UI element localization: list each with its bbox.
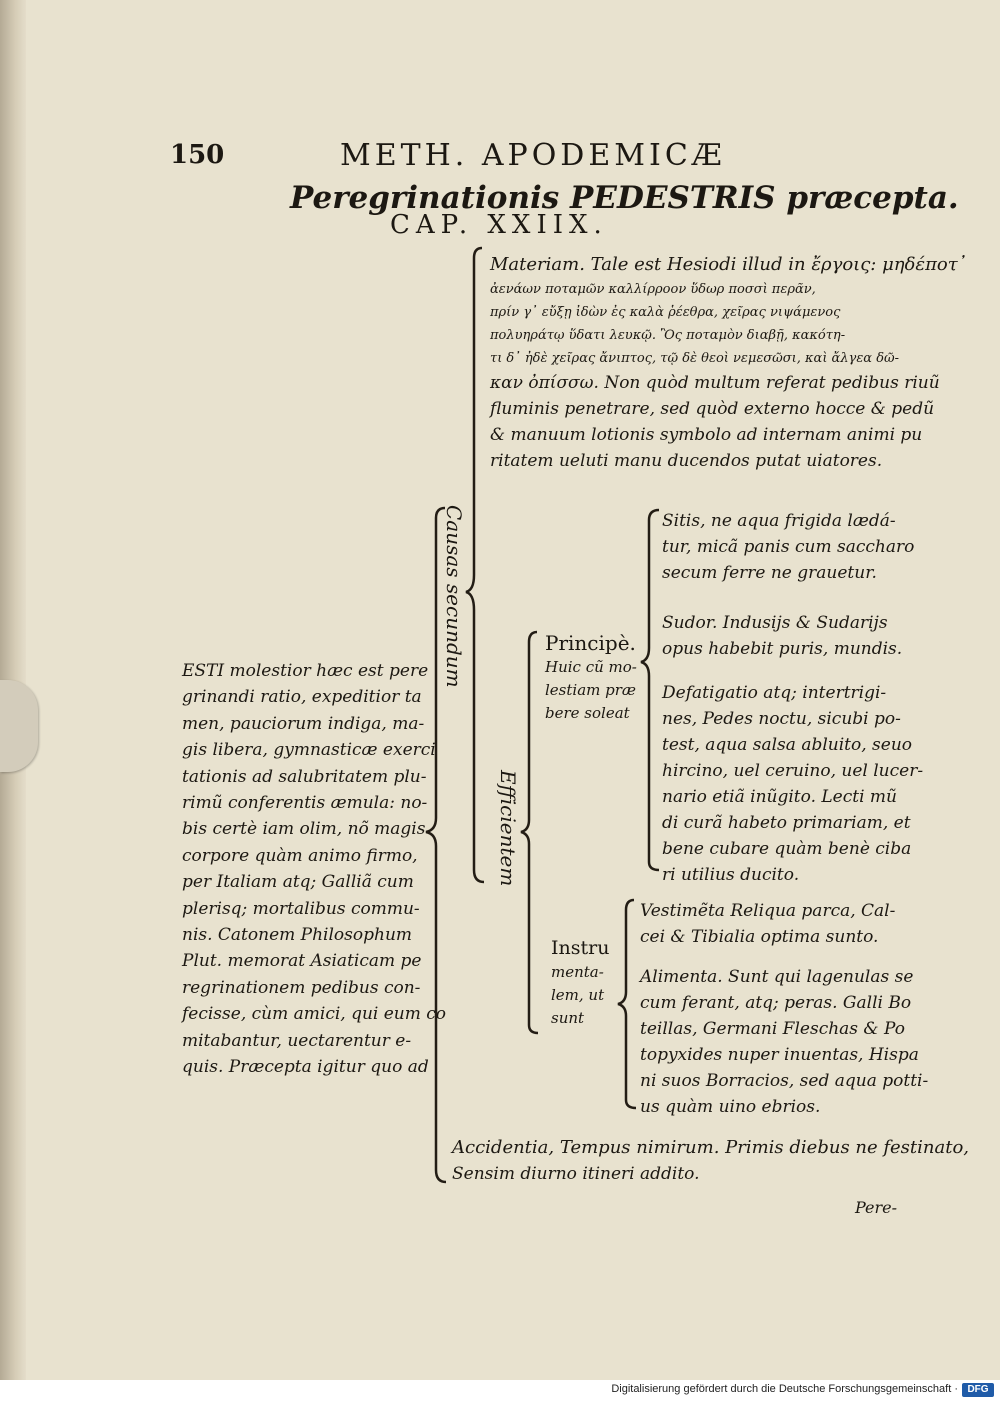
text-line: Sensim diurno itineri addito. [452, 1164, 700, 1184]
label-principe [545, 630, 637, 725]
text-line: Vestimẽta Reliqua parca, Cal- [640, 901, 896, 921]
text-line: Huic cũ mo- [545, 658, 637, 676]
text-line: mitabantur, uectarentur e- [182, 1030, 412, 1051]
text-line: topyxides nuper inuentas, Hispa [640, 1045, 919, 1065]
text-line: πολυηράτῳ ὕδατι λευκῷ. Ὃς ποταμὸν διαβῇ, κακότη- [490, 328, 846, 343]
brace-causas [466, 248, 484, 882]
text-line: grinandi ratio, expeditior ta [182, 687, 422, 708]
text-line: Instru [551, 937, 610, 959]
block-defatigatio [662, 680, 923, 888]
text-line: Alimenta. Sunt qui lagenulas se [640, 967, 914, 987]
text-line: ἀενάων ποταμῶν καλλίρροον ὕδωρ ποσσὶ περᾶν, [490, 282, 816, 297]
label-instrumentalem [551, 935, 609, 1030]
text-line: nes, Pedes noctu, sicubi po- [662, 709, 901, 729]
text-line: Materiam. Tale est Hesiodi illud in ἔργοις: μηδέποτ᾽ [490, 254, 967, 275]
text-line: & manuum lotionis symbolo ad internam animi pu [490, 425, 923, 445]
text-line: sunt [551, 1009, 585, 1027]
text-line: menta- [551, 963, 604, 981]
brace-instru [618, 900, 636, 1108]
dfg-logo-icon: DFG [962, 1383, 994, 1397]
text-line: rimũ conferentis æmula: no- [182, 793, 428, 814]
label-causas: Causas secundum [442, 505, 466, 688]
chapter-title: Peregrinationis PEDESTRIS præcepta. [290, 180, 959, 216]
text-line: hircino, uel ceruino, uel lucer- [662, 761, 924, 781]
text-line: bere soleat [545, 704, 630, 722]
text-line: πρίν γ᾽ εὔξῃ ἰδὼν ἐς καλὰ ῥέεθρα, χεῖρας νιψάμενος [490, 305, 841, 320]
block-sitis [662, 508, 914, 586]
text-line: cum ferant, atq; peras. Galli Bo [640, 993, 912, 1013]
text-line: fluminis penetrare, sed quòd externo hocce & pedũ [490, 399, 935, 419]
text-line: Accidentia, Tempus nimirum. Primis diebus ne festinato, [452, 1137, 970, 1158]
digitization-footer [0, 1380, 1000, 1402]
text-line: καν ὀπίσσω. Non quòd multum referat pedibus riuũ [490, 373, 940, 393]
text-line: tationis ad salubritatem plu- [182, 766, 427, 787]
text-line: secum ferre ne grauetur. [662, 563, 877, 583]
text-line: di curã habeto primariam, et [662, 813, 911, 833]
text-line: test, aqua salsa abluito, seuo [662, 735, 913, 755]
block-vestimenta [640, 898, 895, 950]
block-accidentia [452, 1135, 969, 1187]
block-sudor [662, 610, 902, 662]
text-line: bene cubare quàm benè ciba [662, 839, 912, 859]
text-line: Defatigatio atq; intertrigi- [662, 683, 887, 703]
text-line: men, pauciorum indiga, ma- [182, 713, 425, 734]
text-line: teillas, Germani Fleschas & Po [640, 1019, 905, 1039]
text-line: opus habebit puris, mundis. [662, 639, 903, 659]
block-alimenta [640, 964, 928, 1120]
text-line: cei & Tibialia optima sunto. [640, 927, 879, 947]
block-materiam [490, 252, 967, 474]
text-line: us quàm uino ebrios. [640, 1097, 821, 1117]
text-line: Principè. [545, 631, 636, 655]
text-line: ni suos Borracios, sed aqua potti- [640, 1071, 929, 1091]
text-line: Sitis, ne aqua frigida lædá- [662, 511, 896, 531]
text-line: quis. Præcepta igitur quo ad [182, 1057, 429, 1078]
label-efficientem: Efficientem [496, 770, 520, 887]
text-line: gis libera, gymnasticæ exerci [182, 740, 436, 761]
chapter-number: CAP. XXIIX. [390, 210, 608, 240]
text-line: corpore quàm animo firmo, [182, 845, 418, 866]
catchword: Pere- [855, 1198, 898, 1217]
text-line: bis certè iam olim, nõ magis [182, 819, 426, 840]
text-line: tur, micã panis cum saccharo [662, 537, 915, 557]
text-line: ESTI molestior hæc est pere [182, 661, 429, 681]
text-line: plerisq; mortalibus commu- [182, 898, 420, 919]
page-number: 150 [170, 140, 225, 170]
main-paragraph [182, 658, 446, 1081]
text-line: regrinationem pedibus con- [182, 977, 421, 998]
funding-credit: Digitalisierung gefördert durch die Deutsche Forschungsgemeinschaft · [611, 1383, 958, 1395]
text-line: per Italiam atq; Galliã cum [182, 872, 414, 893]
text-line: ri utilius ducito. [662, 865, 800, 885]
text-line: nis. Catonem Philosophum [182, 925, 413, 946]
text-line: τι δ᾽ ἠδὲ χεῖρας ἄνιπτος, τῷ δὲ θεοὶ νεμεσῶσι, καὶ ἄλγεα δῶ- [490, 351, 900, 366]
text-line: Sudor. Indusijs & Sudarijs [662, 613, 888, 633]
text-line: fecisse, cùm amici, qui eum co [182, 1004, 447, 1025]
brace-principe [641, 510, 659, 870]
text-line: nario etiã inũgito. Lecti mũ [662, 787, 897, 807]
running-title: METH. APODEMICÆ [340, 138, 726, 173]
text-line: Plut. memorat Asiaticam pe [182, 951, 422, 972]
brace-efficientem [521, 632, 538, 1033]
text-line: lem, ut [551, 986, 605, 1004]
text-line: lestiam præ [545, 681, 637, 699]
text-line: ritatem ueluti manu ducendos putat uiatores. [490, 451, 883, 471]
